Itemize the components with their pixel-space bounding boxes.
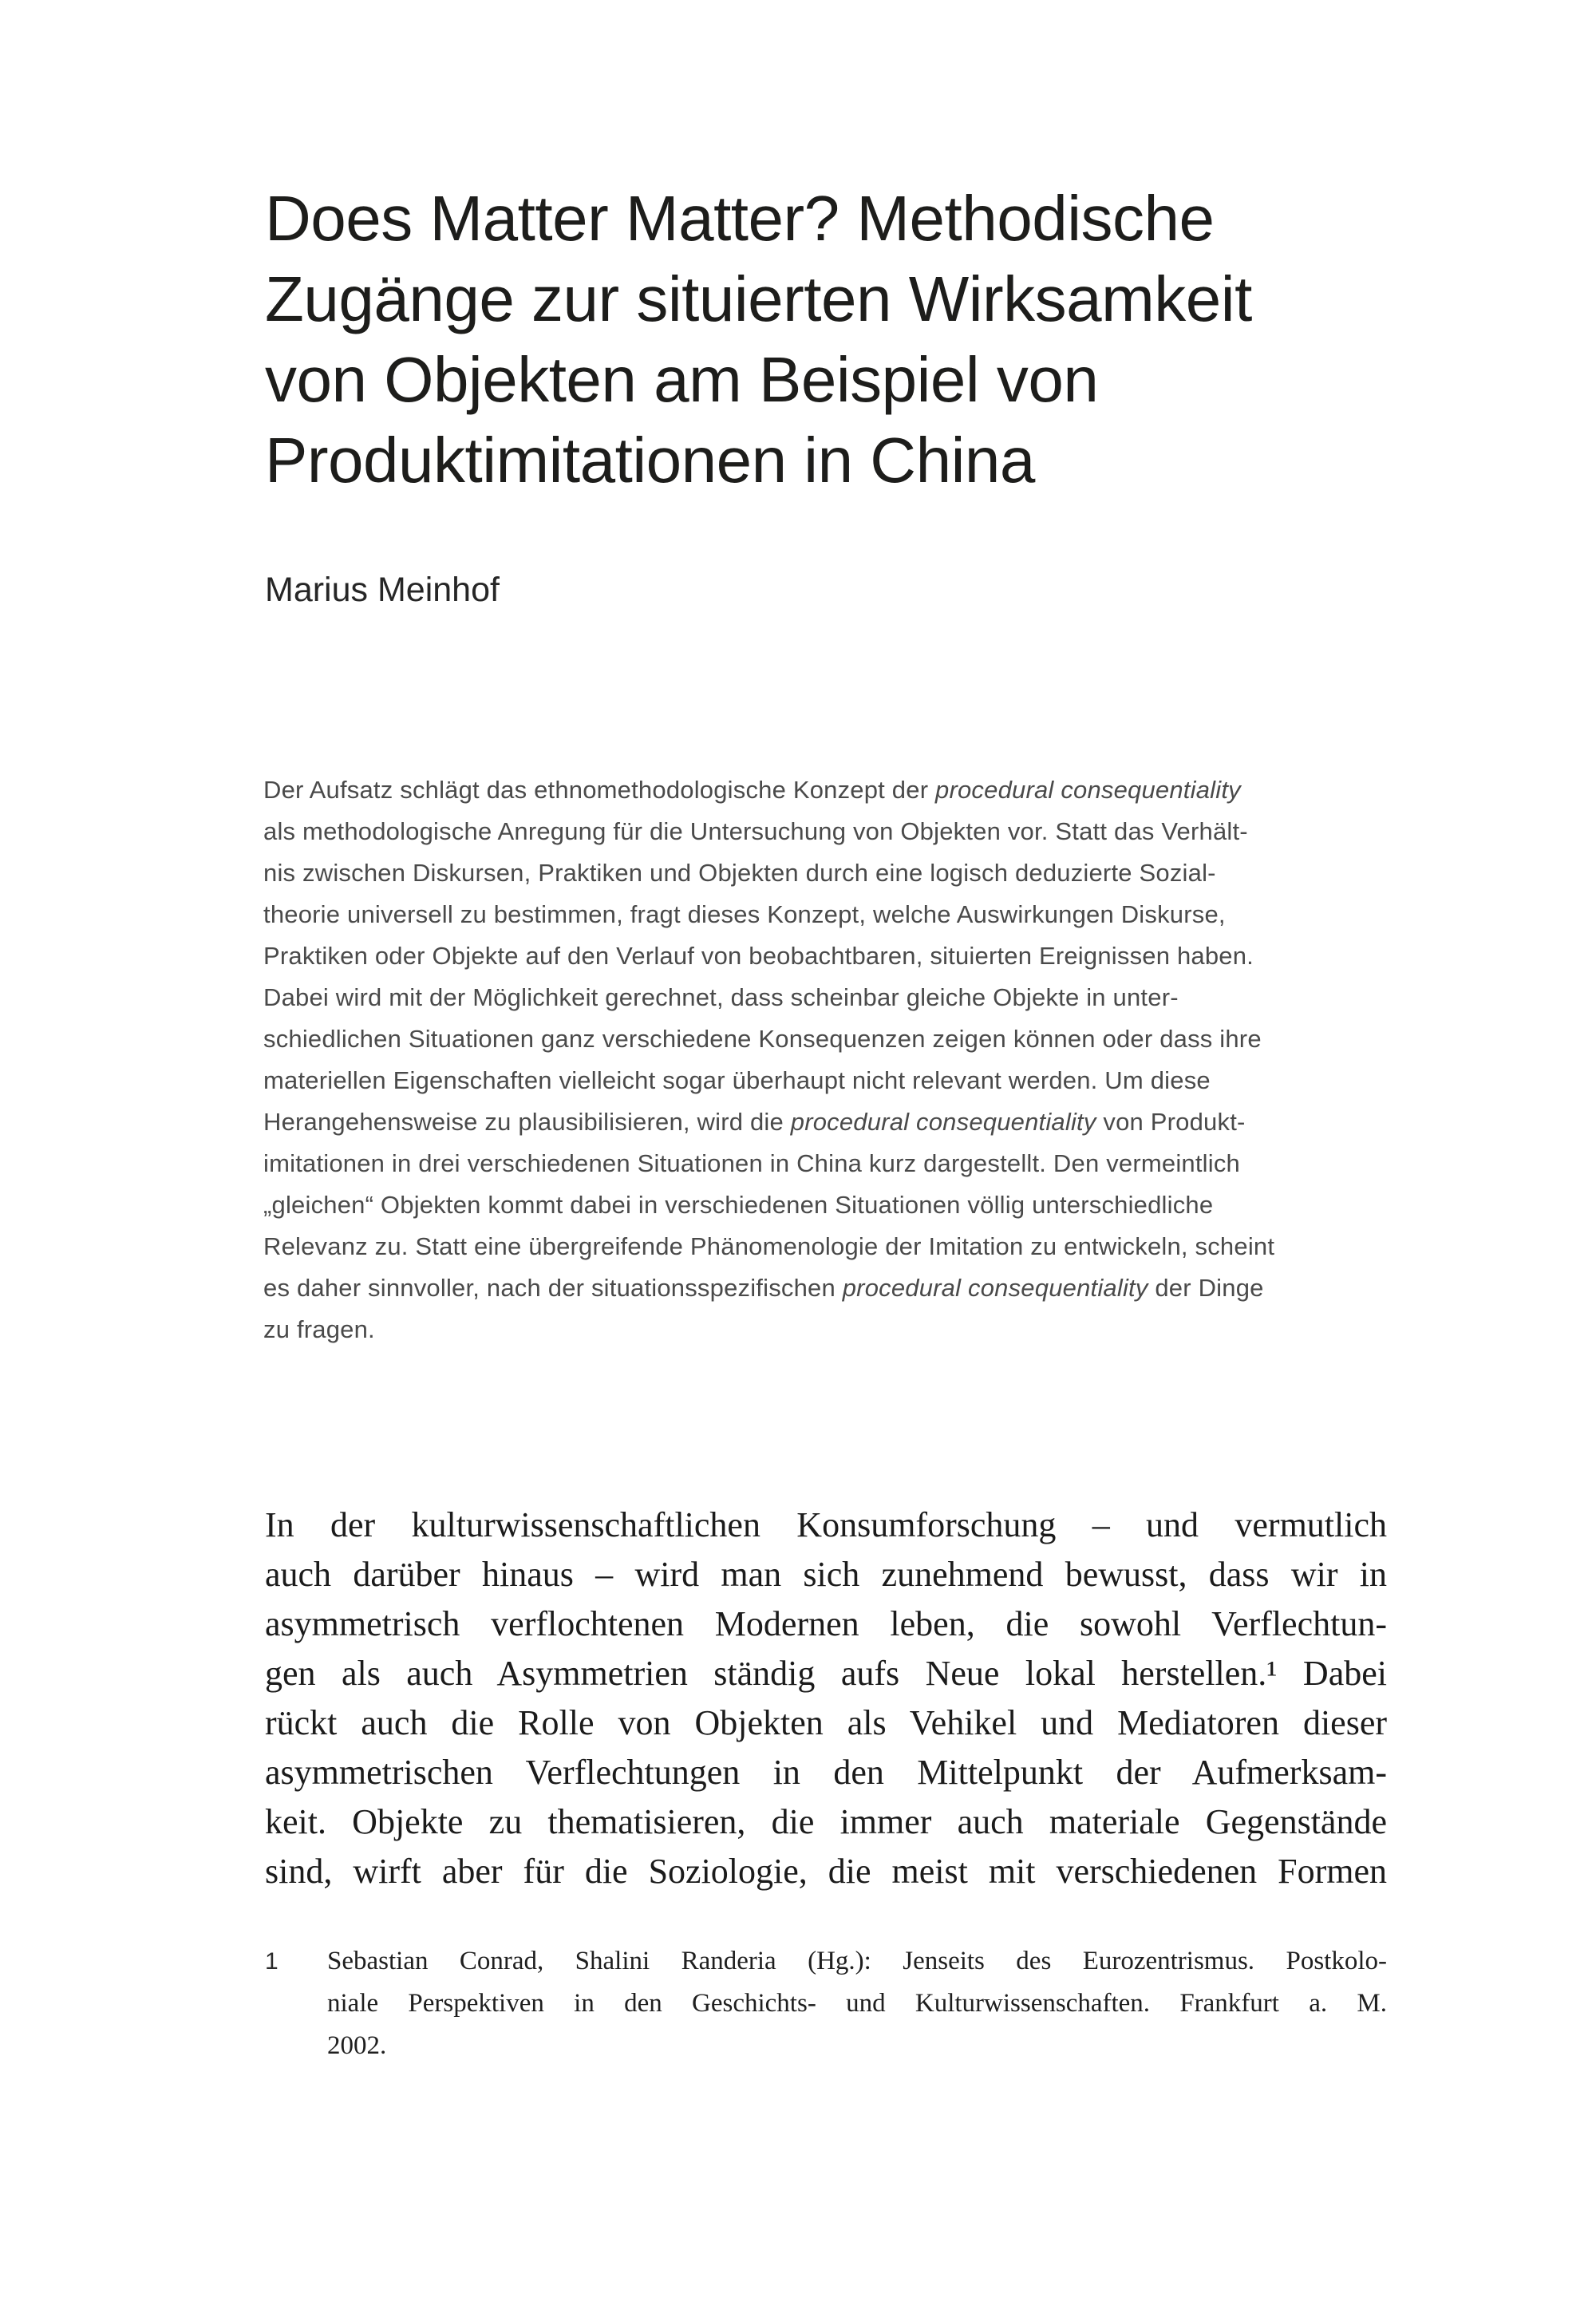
abstract-line: Herangehensweise zu plausibilisieren, wird die procedural consequentiality von Produkt-	[263, 1108, 1246, 1136]
body-text-line: auch darüber hinaus – wird man sich zunehmend bewusst, dass wir in	[265, 1555, 1387, 1594]
abstract-line: „gleichen“ Objekten kommt dabei in verschiedenen Situationen völlig unterschiedliche	[263, 1191, 1214, 1219]
abstract-line: nis zwischen Diskursen, Praktiken und Objekten durch eine logisch deduzierte Sozial-	[263, 859, 1216, 887]
article-title-line: Does Matter Matter? Methodische	[265, 183, 1215, 254]
body-text-line: gen als auch Asymmetrien ständig aufs Neue lokal herstellen.¹ Dabei	[265, 1654, 1387, 1693]
abstract-line: Relevanz zu. Statt eine übergreifende Phänomenologie der Imitation zu entwickeln, scheint	[263, 1232, 1275, 1260]
footnote-line: Sebastian Conrad, Shalini Randeria (Hg.): Jenseits des Eurozentrismus. Postkolo-	[327, 1947, 1387, 1975]
footnote	[265, 1940, 1387, 2067]
footnote-marker: 1	[265, 1948, 279, 1975]
abstract-line: als methodologische Anregung für die Untersuchung von Objekten vor. Statt das Verhält-	[263, 817, 1248, 845]
abstract	[263, 769, 1385, 1350]
abstract-line: Der Aufsatz schlägt das ethnomethodologische Konzept der procedural consequentiality	[263, 776, 1241, 804]
footnote-text	[327, 1940, 1387, 2067]
article-title-line: Zugänge zur situierten Wirksamkeit	[265, 263, 1252, 334]
abstract-line: Praktiken oder Objekte auf den Verlauf von beobachtbaren, situierten Ereignissen haben.	[263, 942, 1254, 970]
article-title-line: Produktimitationen in China	[265, 425, 1035, 496]
author-name: Marius Meinhof	[265, 571, 500, 609]
article-title	[265, 178, 1446, 500]
footnote-line: 2002.	[327, 2031, 387, 2060]
abstract-line: Dabei wird mit der Möglichkeit gerechnet, dass scheinbar gleiche Objekte in unter-	[263, 983, 1179, 1011]
body-text-line: asymmetrischen Verflechtungen in den Mittelpunkt der Aufmerksam-	[265, 1753, 1387, 1792]
abstract-line: theorie universell zu bestimmen, fragt dieses Konzept, welche Auswirkungen Diskurse,	[263, 900, 1226, 928]
body-text-line: keit. Objekte zu thematisieren, die immer auch materiale Gegenstände	[265, 1802, 1387, 1841]
abstract-line: es daher sinnvoller, nach der situationsspezifischen procedural consequentiality der Dinge	[263, 1274, 1264, 1302]
body-text-line: asymmetrisch verflochtenen Modernen leben, die sowohl Verflechtun-	[265, 1604, 1387, 1643]
article-title-line: von Objekten am Beispiel von	[265, 344, 1099, 415]
body-text	[265, 1500, 1387, 1896]
abstract-line: imitationen in drei verschiedenen Situationen in China kurz dargestellt. Den vermeintlich	[263, 1149, 1240, 1177]
abstract-line: schiedlichen Situationen ganz verschiedene Konsequenzen zeigen können oder dass ihre	[263, 1025, 1262, 1053]
abstract-line: zu fragen.	[263, 1315, 375, 1343]
abstract-line: materiellen Eigenschaften vielleicht sogar überhaupt nicht relevant werden. Um diese	[263, 1066, 1211, 1094]
body-text-line: In der kulturwissenschaftlichen Konsumforschung – und vermutlich	[265, 1505, 1387, 1544]
footnote-line: niale Perspektiven in den Geschichts- und Kulturwissenschaften. Frankfurt a. M.	[327, 1989, 1387, 2018]
body-text-line: rückt auch die Rolle von Objekten als Vehikel und Mediatoren dieser	[265, 1703, 1387, 1742]
body-text-line: sind, wirft aber für die Soziologie, die meist mit verschiedenen Formen	[265, 1852, 1387, 1891]
